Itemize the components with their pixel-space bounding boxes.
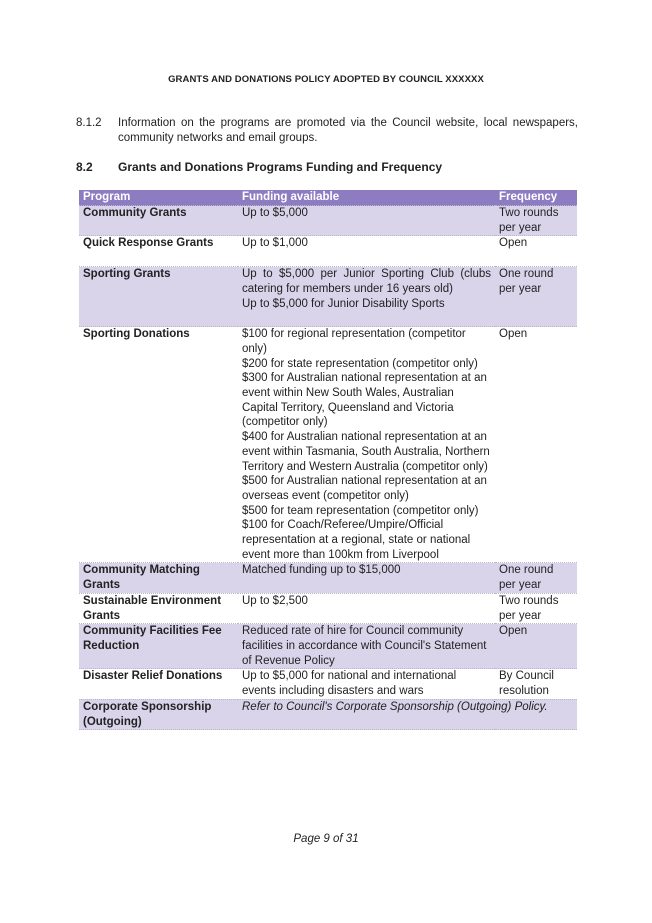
funding-cell: Up to $5,000 [238, 206, 495, 236]
frequency-cell: One round per year [495, 563, 577, 593]
program-cell: Community Grants [79, 206, 238, 236]
table-row [79, 267, 577, 327]
funding-cell: Refer to Council's Corporate Sponsorship (Outgoing) Policy. [238, 699, 577, 729]
program-cell: Corporate Sponsorship (Outgoing) [79, 699, 238, 729]
program-cell: Sustainable Environment Grants [79, 593, 238, 623]
table-row [79, 563, 577, 593]
header-funding: Funding available [238, 190, 495, 206]
frequency-cell: Open [495, 236, 577, 267]
paragraph-8-1-2 [76, 116, 578, 146]
funding-cell: Up to $5,000 for national and international events including disasters and wars [238, 669, 495, 699]
paragraph-text: Information on the programs are promoted via the Council website, local newspapers, community networks and email groups. [118, 117, 578, 144]
frequency-cell: Two rounds per year [495, 206, 577, 236]
program-cell: Community Matching Grants [79, 563, 238, 593]
program-cell: Quick Response Grants [79, 236, 238, 267]
section-title: Grants and Donations Programs Funding and Frequency [118, 160, 443, 174]
funding-cell: Matched funding up to $15,000 [238, 563, 495, 593]
table-row [79, 236, 577, 267]
frequency-cell: By Council resolution [495, 669, 577, 699]
section-heading [76, 160, 442, 174]
frequency-cell: Two rounds per year [495, 593, 577, 623]
program-cell: Disaster Relief Donations [79, 669, 238, 699]
table-row [79, 669, 577, 699]
table-row [79, 206, 577, 236]
frequency-cell: Open [495, 624, 577, 669]
header-frequency: Frequency [495, 190, 577, 206]
funding-cell: Reduced rate of hire for Council community facilities in accordance with Council's Statement of Revenue Policy [238, 624, 495, 669]
funding-cell: Up to $2,500 [238, 593, 495, 623]
table-row [79, 593, 577, 623]
header-program: Program [79, 190, 238, 206]
page-number: Page 9 of 31 [293, 833, 359, 845]
frequency-cell: Open [495, 327, 577, 563]
program-cell: Sporting Donations [79, 327, 238, 563]
section-number: 8.2 [76, 160, 93, 174]
funding-cell: Up to $1,000 [238, 236, 495, 267]
paragraph-number: 8.1.2 [76, 117, 102, 129]
program-cell: Community Facilities Fee Reduction [79, 624, 238, 669]
table-header-row [79, 190, 577, 206]
table-row [79, 327, 577, 563]
table-row [79, 624, 577, 669]
funding-cell: $100 for regional representation (competitor only) $200 for state representation (competitor only) $300 for Australian national representation at an event within New South Wales, Australian Capital Territory, Queensland and Victoria (competitor only) $400 for Australian national representation at an event within Tasmania, South Australia, Northern Territory and Western Australia (competitor only) $500 for Australian national representation at an overseas event (competitor only) $500 for team representation (competitor only) $100 for Coach/Referee/Umpire/Official representation at a regional, state or national event more than 100km from Liverpool [238, 327, 495, 563]
programs-table [79, 190, 577, 730]
frequency-cell: One round per year [495, 267, 577, 327]
funding-cell: Up to $5,000 per Junior Sporting Club (clubs catering for members under 16 years old) Up to $5,000 for Junior Disability Sports [238, 267, 495, 327]
table-row [79, 699, 577, 729]
program-cell: Sporting Grants [79, 267, 238, 327]
page-header: GRANTS AND DONATIONS POLICY ADOPTED BY COUNCIL XXXXXX [168, 74, 484, 85]
